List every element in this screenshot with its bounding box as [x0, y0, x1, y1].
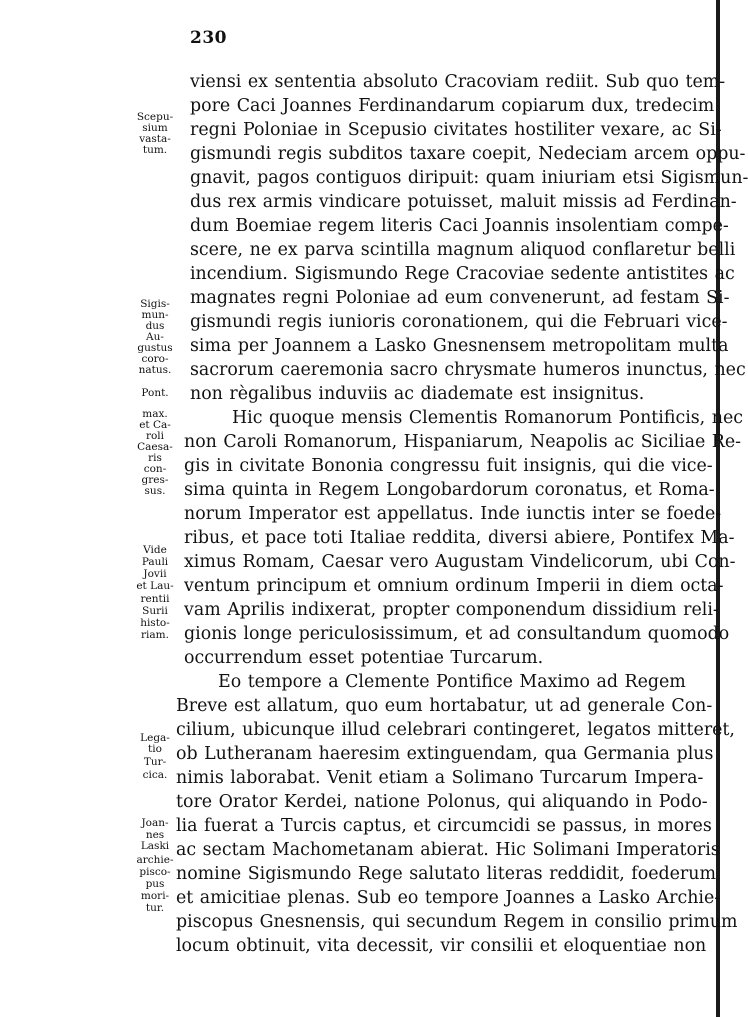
- margin-note-line: riam.: [141, 629, 169, 641]
- margin-note-line: sium: [142, 122, 168, 134]
- text-line: piscopus Gnesnensis, qui secundum Regem in consilio primum: [176, 912, 738, 932]
- margin-note-line: con-: [143, 463, 167, 475]
- text-line: gismundi regis subditos taxare coepit, Nedeciam arcem oppu-: [190, 144, 746, 164]
- text-line: sacrorum caeremonia sacro chrysmate humeros inunctus, nec: [190, 360, 746, 380]
- text-line: ob Lutheranam haeresim extinguendam, qua Germania plus: [176, 744, 714, 764]
- margin-note-line: mun-: [141, 309, 169, 321]
- text-line: nomine Sigismundo Rege salutato literas reddidit, foederum: [176, 864, 716, 884]
- margin-note-line: gustus: [137, 342, 173, 354]
- margin-note-line: nes: [145, 829, 165, 841]
- text-line: ximus Romam, Caesar vero Augustam Vindelicorum, ubi Con-: [184, 552, 736, 572]
- text-line: gionis longe periculosissimum, et ad consultandum quomodo: [184, 624, 730, 644]
- margin-note-line: dus: [145, 320, 165, 332]
- margin-note-line: Au-: [146, 331, 164, 343]
- margin-note-line: et Lau-: [136, 580, 174, 592]
- margin-note-line: pisco-: [139, 866, 171, 878]
- text-line: Eo tempore a Clemente Pontifice Maximo ad Regem: [218, 672, 686, 692]
- margin-note-line: gres-: [141, 474, 169, 486]
- margin-note-line: ris: [148, 452, 162, 464]
- text-line: norum Imperator est appellatus. Inde iunctis inter se foede-: [184, 504, 722, 524]
- text-line: et amicitiae plenas. Sub eo tempore Joannes a Lasko Archie-: [176, 888, 721, 908]
- text-line: magnates regni Poloniae ad eum convenerunt, ad festam Si-: [190, 288, 730, 308]
- text-line: ribus, et pace toti Italiae reddita, diversi abiere, Pontifex Ma-: [184, 528, 735, 548]
- margin-note-line: cica.: [142, 769, 168, 781]
- margin-note-line: sus.: [144, 485, 166, 497]
- margin-note-line: Pont.: [141, 387, 169, 399]
- page-number: 230: [190, 28, 227, 48]
- text-line: occurrendum esset potentiae Turcarum.: [184, 648, 544, 668]
- margin-note-line: histo-: [140, 617, 170, 629]
- text-line: dus rex armis vindicare potuisset, maluit missis ad Ferdinan-: [190, 192, 737, 212]
- text-line: lia fuerat a Turcis captus, et circumcidi se passus, in mores: [176, 816, 712, 836]
- text-line: vam Aprilis indixerat, propter componendum dissidium reli-: [184, 600, 719, 620]
- text-line: non Caroli Romanorum, Hispaniarum, Neapolis ac Siciliae Re-: [184, 432, 742, 452]
- text-line: locum obtinuit, vita decessit, vir consilii et eloquentiae non: [176, 936, 707, 956]
- margin-note-line: pus: [145, 878, 165, 890]
- text-line: sima per Joannem a Lasko Gnesnensem metropolitam multa: [190, 336, 729, 356]
- margin-note-line: Vide: [143, 544, 167, 556]
- margin-note-line: Tur-: [143, 756, 167, 768]
- text-line: dum Boemiae regem literis Caci Joannis insolentiam compe-: [190, 216, 729, 236]
- margin-note-line: Caesa-: [137, 441, 173, 453]
- margin-notes: [0, 0, 190, 1017]
- text-line: regni Poloniae in Scepusio civitates hostiliter vexare, ac Si-: [190, 120, 722, 140]
- margin-note-line: Joan-: [141, 817, 169, 829]
- text-line: incendium. Sigismundo Rege Cracoviae sedente antistites ac: [190, 264, 735, 284]
- margin-note-line: Scepu-: [136, 111, 174, 123]
- text-line: gismundi regis iunioris coronationem, qui die Februari vice-: [190, 312, 728, 332]
- margin-note-line: tur.: [145, 902, 165, 914]
- text-line: ventum principum et omnium ordinum Imperii in diem octa-: [184, 576, 724, 596]
- text-line: cilium, ubicunque illud celebrari contingeret, legatos mitteret,: [176, 720, 735, 740]
- text-line: tore Orator Kerdei, natione Polonus, qui aliquando in Podo-: [176, 792, 708, 812]
- text-line: scere, ne ex parva scintilla magnum aliquod conflaretur belli: [190, 240, 736, 260]
- text-line: gnavit, pagos contiguos diripuit: quam iniuriam etsi Sigismun-: [190, 168, 748, 188]
- margin-note-line: et Ca-: [139, 419, 171, 431]
- margin-note-line: natus.: [138, 364, 172, 376]
- margin-note-line: Pauli: [141, 556, 169, 568]
- margin-note-line: rentii: [140, 593, 170, 605]
- text-line: non règalibus induviis ac diademate est insignitus.: [190, 384, 645, 404]
- margin-note-line: tio: [148, 743, 162, 755]
- margin-note-line: vasta-: [139, 133, 171, 145]
- text-line: Hic quoque mensis Clementis Romanorum Pontificis, nec: [232, 408, 743, 428]
- text-line: pore Caci Joannes Ferdinandarum copiarum dux, tredecim: [190, 96, 715, 116]
- text-line: gis in civitate Bononia congressu fuit insignis, qui die vice-: [184, 456, 713, 476]
- text-line: ac sectam Machometanam abierat. Hic Solimani Imperatoris: [176, 840, 720, 860]
- margin-note-line: Surii: [142, 605, 168, 617]
- margin-note-line: mori-: [140, 890, 170, 902]
- margin-note-line: Laski: [140, 840, 170, 852]
- text-line: sima quinta in Regem Longobardorum coronatus, et Roma-: [184, 480, 715, 500]
- text-line: nimis laborabat. Venit etiam a Solimano Turcarum Impera-: [176, 768, 704, 788]
- text-line: Breve est allatum, quo eum hortabatur, ut ad generale Con-: [176, 696, 713, 716]
- margin-note-line: tum.: [142, 144, 168, 156]
- margin-note-line: max.: [142, 408, 168, 420]
- margin-note-line: coro-: [141, 353, 169, 365]
- margin-note-line: Jovii: [143, 568, 167, 580]
- text-line: viensi ex sententia absoluto Cracoviam rediit. Sub quo tem-: [190, 72, 726, 92]
- margin-note-line: roli: [145, 430, 165, 442]
- margin-note-line: Sigis-: [140, 298, 170, 310]
- margin-note-line: archie-: [136, 854, 174, 866]
- margin-note-line: Lega-: [140, 732, 170, 744]
